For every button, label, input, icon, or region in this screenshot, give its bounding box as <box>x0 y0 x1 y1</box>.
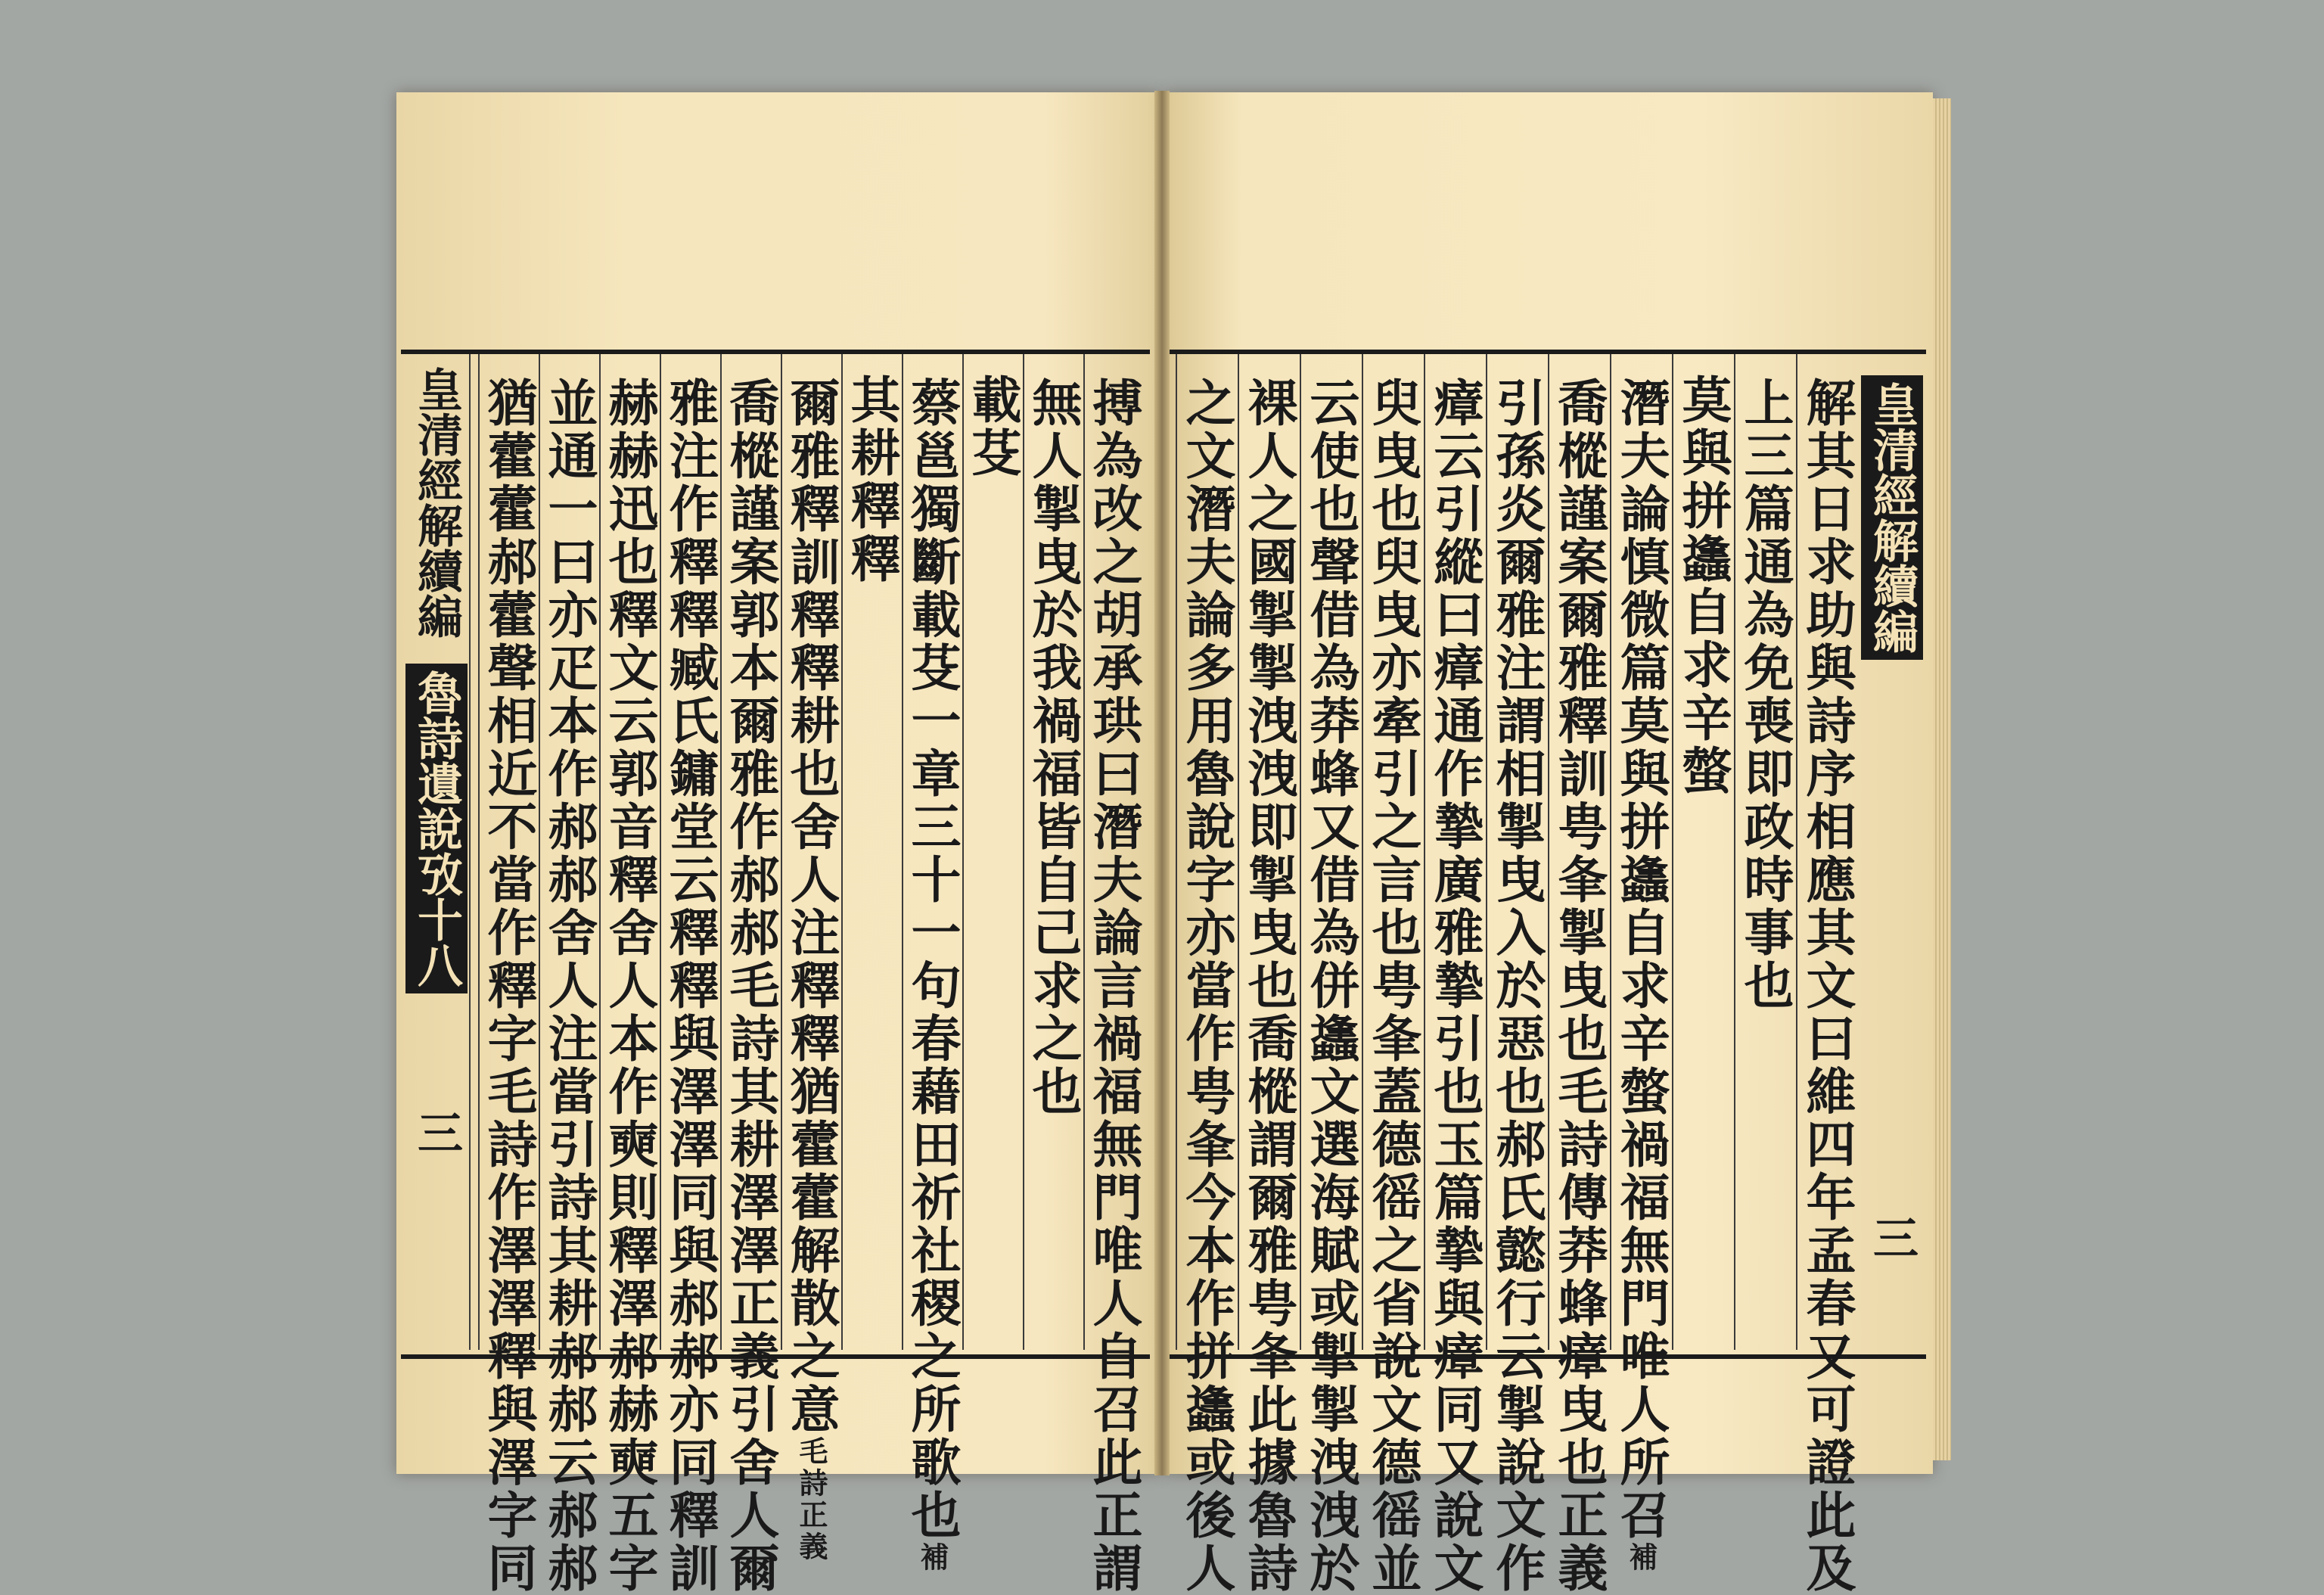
left-col-6-text: 爾雅釋訓釋釋耕也舍人注釋釋猶藿藿解散之意 <box>781 377 840 1436</box>
left-col-6-note: 毛詩正義 <box>794 1436 828 1563</box>
left-col-6 <box>781 354 841 1563</box>
right-col-8: 臾曳也臾曳亦牽引之言也甹夆蓋德徭之省說文德徭並 <box>1362 354 1424 1350</box>
page-edges <box>1933 98 1951 1460</box>
right-col-5: 喬樅謹案爾雅釋訓甹夆掣曳也毛詩傳莽蜂瘴曳也正義 <box>1548 354 1610 1350</box>
right-col-2: 上三篇通為免喪即政時事也 <box>1734 354 1796 1350</box>
left-col-5-heading: 其耕釋釋 <box>841 354 902 1350</box>
right-col-7: 瘴云引縱曰瘴通作摯廣雅摯引也玉篇摯與瘴同又說文 <box>1424 354 1486 1350</box>
right-col-4-note: 補 <box>1624 1542 1658 1574</box>
left-margin-title: 皇清經解續編 <box>410 366 463 639</box>
right-margin-number: 三 <box>1866 1214 1919 1260</box>
right-col-4-text: 潛夫論慎微篇莫與拼蠭自求辛螫禍福無門唯人所召 <box>1611 377 1670 1542</box>
book-gutter <box>1154 91 1170 1475</box>
bleed-through-text <box>1695 136 1760 182</box>
left-margin-column <box>405 354 468 1350</box>
left-margin-subtitle: 魯詩遺說攷十八 <box>405 664 468 993</box>
left-col-10: 並通一曰亦疋本作郝郝舍人注當引詩其耕郝郝云郝郝 <box>539 354 599 1350</box>
left-col-4-note: 補 <box>915 1542 949 1574</box>
left-col-4-text: 蔡邕獨斷載芟一章三十一句春藉田祈社稷之所歌也 <box>903 377 962 1542</box>
right-col-11: 之文潛夫論多用魯說字亦當作甹夆今本作拼蠭或後人 <box>1176 354 1238 1350</box>
left-col-8: 雅注作釋釋臧氏鏞堂云釋釋與澤澤同與郝郝亦同釋訓 <box>660 354 720 1350</box>
left-col-7: 喬樅謹案郭本爾雅作郝郝毛詩其耕澤澤正義引舍人爾 <box>720 354 781 1350</box>
left-margin-number: 三 <box>410 1108 463 1155</box>
left-col-1: 搏為改之胡承珙曰潛夫論言禍福無門唯人自召此正謂 <box>1083 354 1144 1350</box>
right-col-3-heading: 莫與拼蠭自求辛螫 <box>1672 354 1734 1350</box>
left-col-9: 赫赫迅也釋文云郭音釋舍人本作奭則釋澤郝赫奭五字 <box>599 354 660 1350</box>
left-col-11: 猶藿藿郝藿聲相近不當作釋字毛詩作澤澤釋與澤字同 <box>478 354 539 1350</box>
right-col-6: 引孫炎爾雅注謂相掣曳入於惡也郝氏懿行云掣說文作 <box>1486 354 1548 1350</box>
right-col-1: 解其日求助與詩序相應其文曰維四年孟春又可證此及 <box>1796 354 1858 1350</box>
right-col-10: 裸人之國掣掣洩洩即掣曳也喬樅謂爾雅甹夆此據魯詩 <box>1238 354 1300 1350</box>
left-col-3-heading: 載芟 <box>962 354 1023 1350</box>
right-margin-title: 皇清經解續編 <box>1861 375 1923 660</box>
right-col-9: 云使也聲借為莽蜂又借為併蠭文選海賦或掣掣洩洩於 <box>1300 354 1362 1350</box>
left-col-4 <box>902 354 962 1574</box>
right-col-4 <box>1610 354 1672 1574</box>
right-margin-column <box>1861 354 1923 1350</box>
left-col-2: 無人掣曳於我禍福皆自己求之也 <box>1023 354 1083 1350</box>
